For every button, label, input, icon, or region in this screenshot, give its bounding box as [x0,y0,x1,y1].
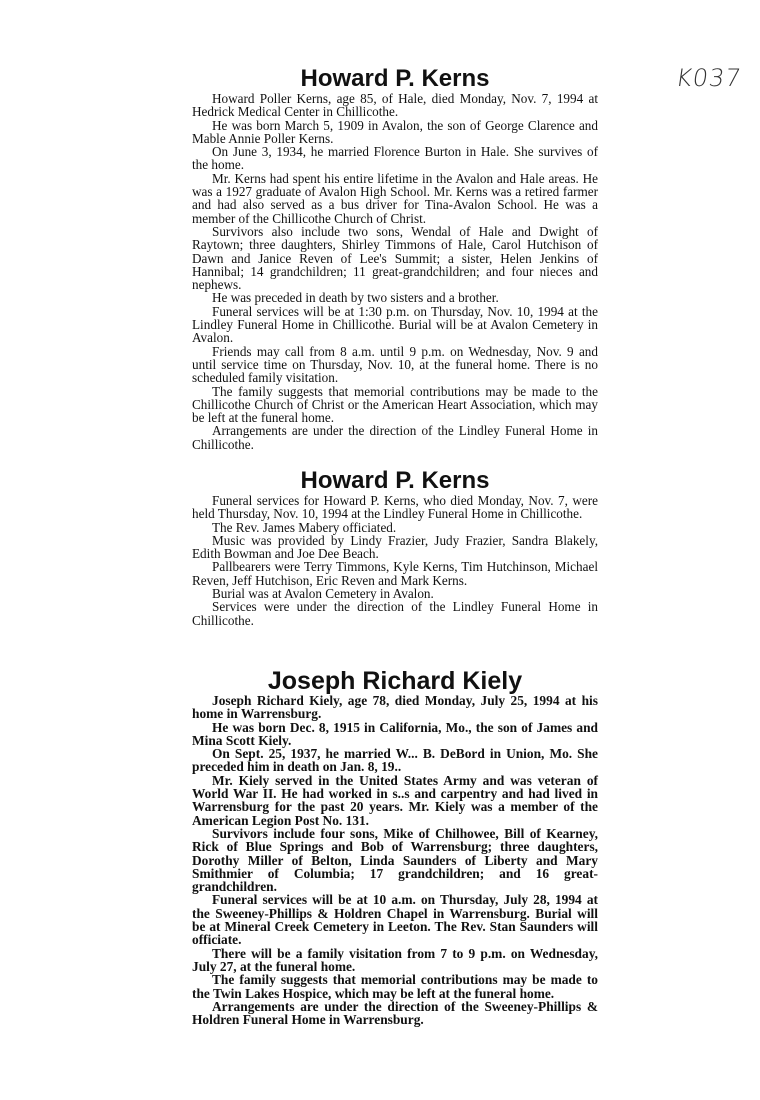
obituary-body [192,494,598,627]
obituary-title: Howard P. Kerns [300,65,490,92]
obituary-paragraph: Friends may call from 8 a.m. until 9 p.m. on Wednesday, Nov. 9 and until service time on Thursday, Nov. 10, at the funeral home. There is no scheduled family visitation. [192,343,598,386]
obituary-paragraph: Mr. Kiely served in the United States Army and was veteran of World War II. He had worked in s..s and carpentry and had lived in Warrensburg for the past 20 years. Mr. Kiely was a member of the American Legion Post No. 131. [192,772,598,828]
handwritten-reference-code: K037 [674,64,744,92]
obituary-title: Joseph Richard Kiely [267,667,523,695]
obituary-paragraph: Funeral services will be at 10 a.m. on Thursday, July 28, 1994 at the Sweeney-Phillips & Holdren Chapel in Warrensburg. Burial will be at Mineral Creek Cemetery in Leeton. The Rev. Stan Saunders will officiate. [192,892,598,948]
obituary-paragraph: There will be a family visitation from 7 to 9 p.m. on Wednesday, July 27, at the funeral home. [192,945,598,974]
obituary-paragraph: Survivors include four sons, Mike of Chilhowee, Bill of Kearney, Rick of Blue Springs and Bob of Warrensburg; three daughters, Dorothy Miller of Belton, Linda Saunders of Liberty and Mary Smithmier of Columbia; 17 grandchildren; and 16 great-grandchildren. [192,825,598,895]
obituary-paragraph: On Sept. 25, 1937, he married W... B. DeBord in Union, Mo. She preceded him in death on Jan. 8, 19.. [192,746,598,775]
obituary-paragraph: Music was provided by Lindy Frazier, Judy Frazier, Sandra Blakely, Edith Bowman and Joe Dee Beach. [192,532,598,562]
obituary-paragraph: The family suggests that memorial contributions may be made to the Chillicothe Church of Christ or the American Heart Association, which may be left at the funeral home. [192,383,598,426]
obituary-paragraph: Joseph Richard Kiely, age 78, died Monday, July 25, 1994 at his home in Warrensburg. [192,693,598,722]
obituary-paragraph: He was born Dec. 8, 1915 in California, Mo., the son of James and Mina Scott Kiely. [192,719,598,748]
obituary-joseph-kiely [192,668,598,1026]
obituary-howard-kerns-services [192,468,598,627]
obituary-paragraph: On June 3, 1934, he married Florence Burton in Hale. She survives of the home. [192,144,598,173]
obituary-body [192,92,598,451]
obituary-paragraph: Arrangements are under the direction of the Lindley Funeral Home in Chillicothe. [192,423,598,452]
obituary-body [192,694,598,1026]
obituary-howard-kerns [192,66,598,451]
obituary-paragraph: The family suggests that memorial contributions may be made to the Twin Lakes Hospice, which may be left at the funeral home. [192,972,598,1001]
obituary-paragraph: He was born March 5, 1909 in Avalon, the son of George Clarence and Mable Annie Poller Kerns. [192,117,598,146]
obituary-paragraph: Pallbearers were Terry Timmons, Kyle Kerns, Tim Hutchinson, Michael Reven, Jeff Hutchison, Eric Reven and Mark Kerns. [192,559,598,588]
obituary-paragraph: Howard Poller Kerns, age 85, of Hale, died Monday, Nov. 7, 1994 at Hedrick Medical Center in Chillicothe. [192,91,598,120]
obituary-paragraph: Funeral services will be at 1:30 p.m. on Thursday, Nov. 10, 1994 at the Lindley Funeral Home in Chillicothe. Burial will be at Avalon Cemetery in Avalon. [192,303,598,346]
obituary-paragraph: Burial was at Avalon Cemetery in Avalon. [212,586,434,602]
obituary-paragraph: The Rev. James Mabery officiated. [212,519,397,535]
obituary-paragraph: He was preceded in death by two sisters and a brother. [212,290,499,306]
obituary-paragraph: Mr. Kerns had spent his entire lifetime in the Avalon and Hale areas. He was a 1927 graduate of Avalon High School. Mr. Kerns was a retired farmer and had also served as a bus driver for Tina-Avalon School. He was a member of the Chillicothe Church of Christ. [192,170,598,226]
obituary-paragraph: Survivors also include two sons, Wendal of Hale and Dwight of Raytown; three daughters, Shirley Timmons of Hale, Carol Hutchison of Dawn and Janice Reven of Lee's Summit; a sister, Helen Jenkins of Hannibal; 14 grandchildren; 11 great-grandchildren; and four nieces and nephews. [192,223,598,293]
obituary-title: Howard P. Kerns [300,467,490,494]
obituary-paragraph: Funeral services for Howard P. Kerns, who died Monday, Nov. 7, were held Thursday, Nov. 10, 1994 at the Lindley Funeral Home in Chillicothe. [192,493,598,522]
obituary-paragraph: Services were under the direction of the Lindley Funeral Home in Chillicothe. [192,599,598,628]
obituary-paragraph: Arrangements are under the direction of the Sweeney-Phillips & Holdren Funeral Home in Warrensburg. [192,998,598,1028]
